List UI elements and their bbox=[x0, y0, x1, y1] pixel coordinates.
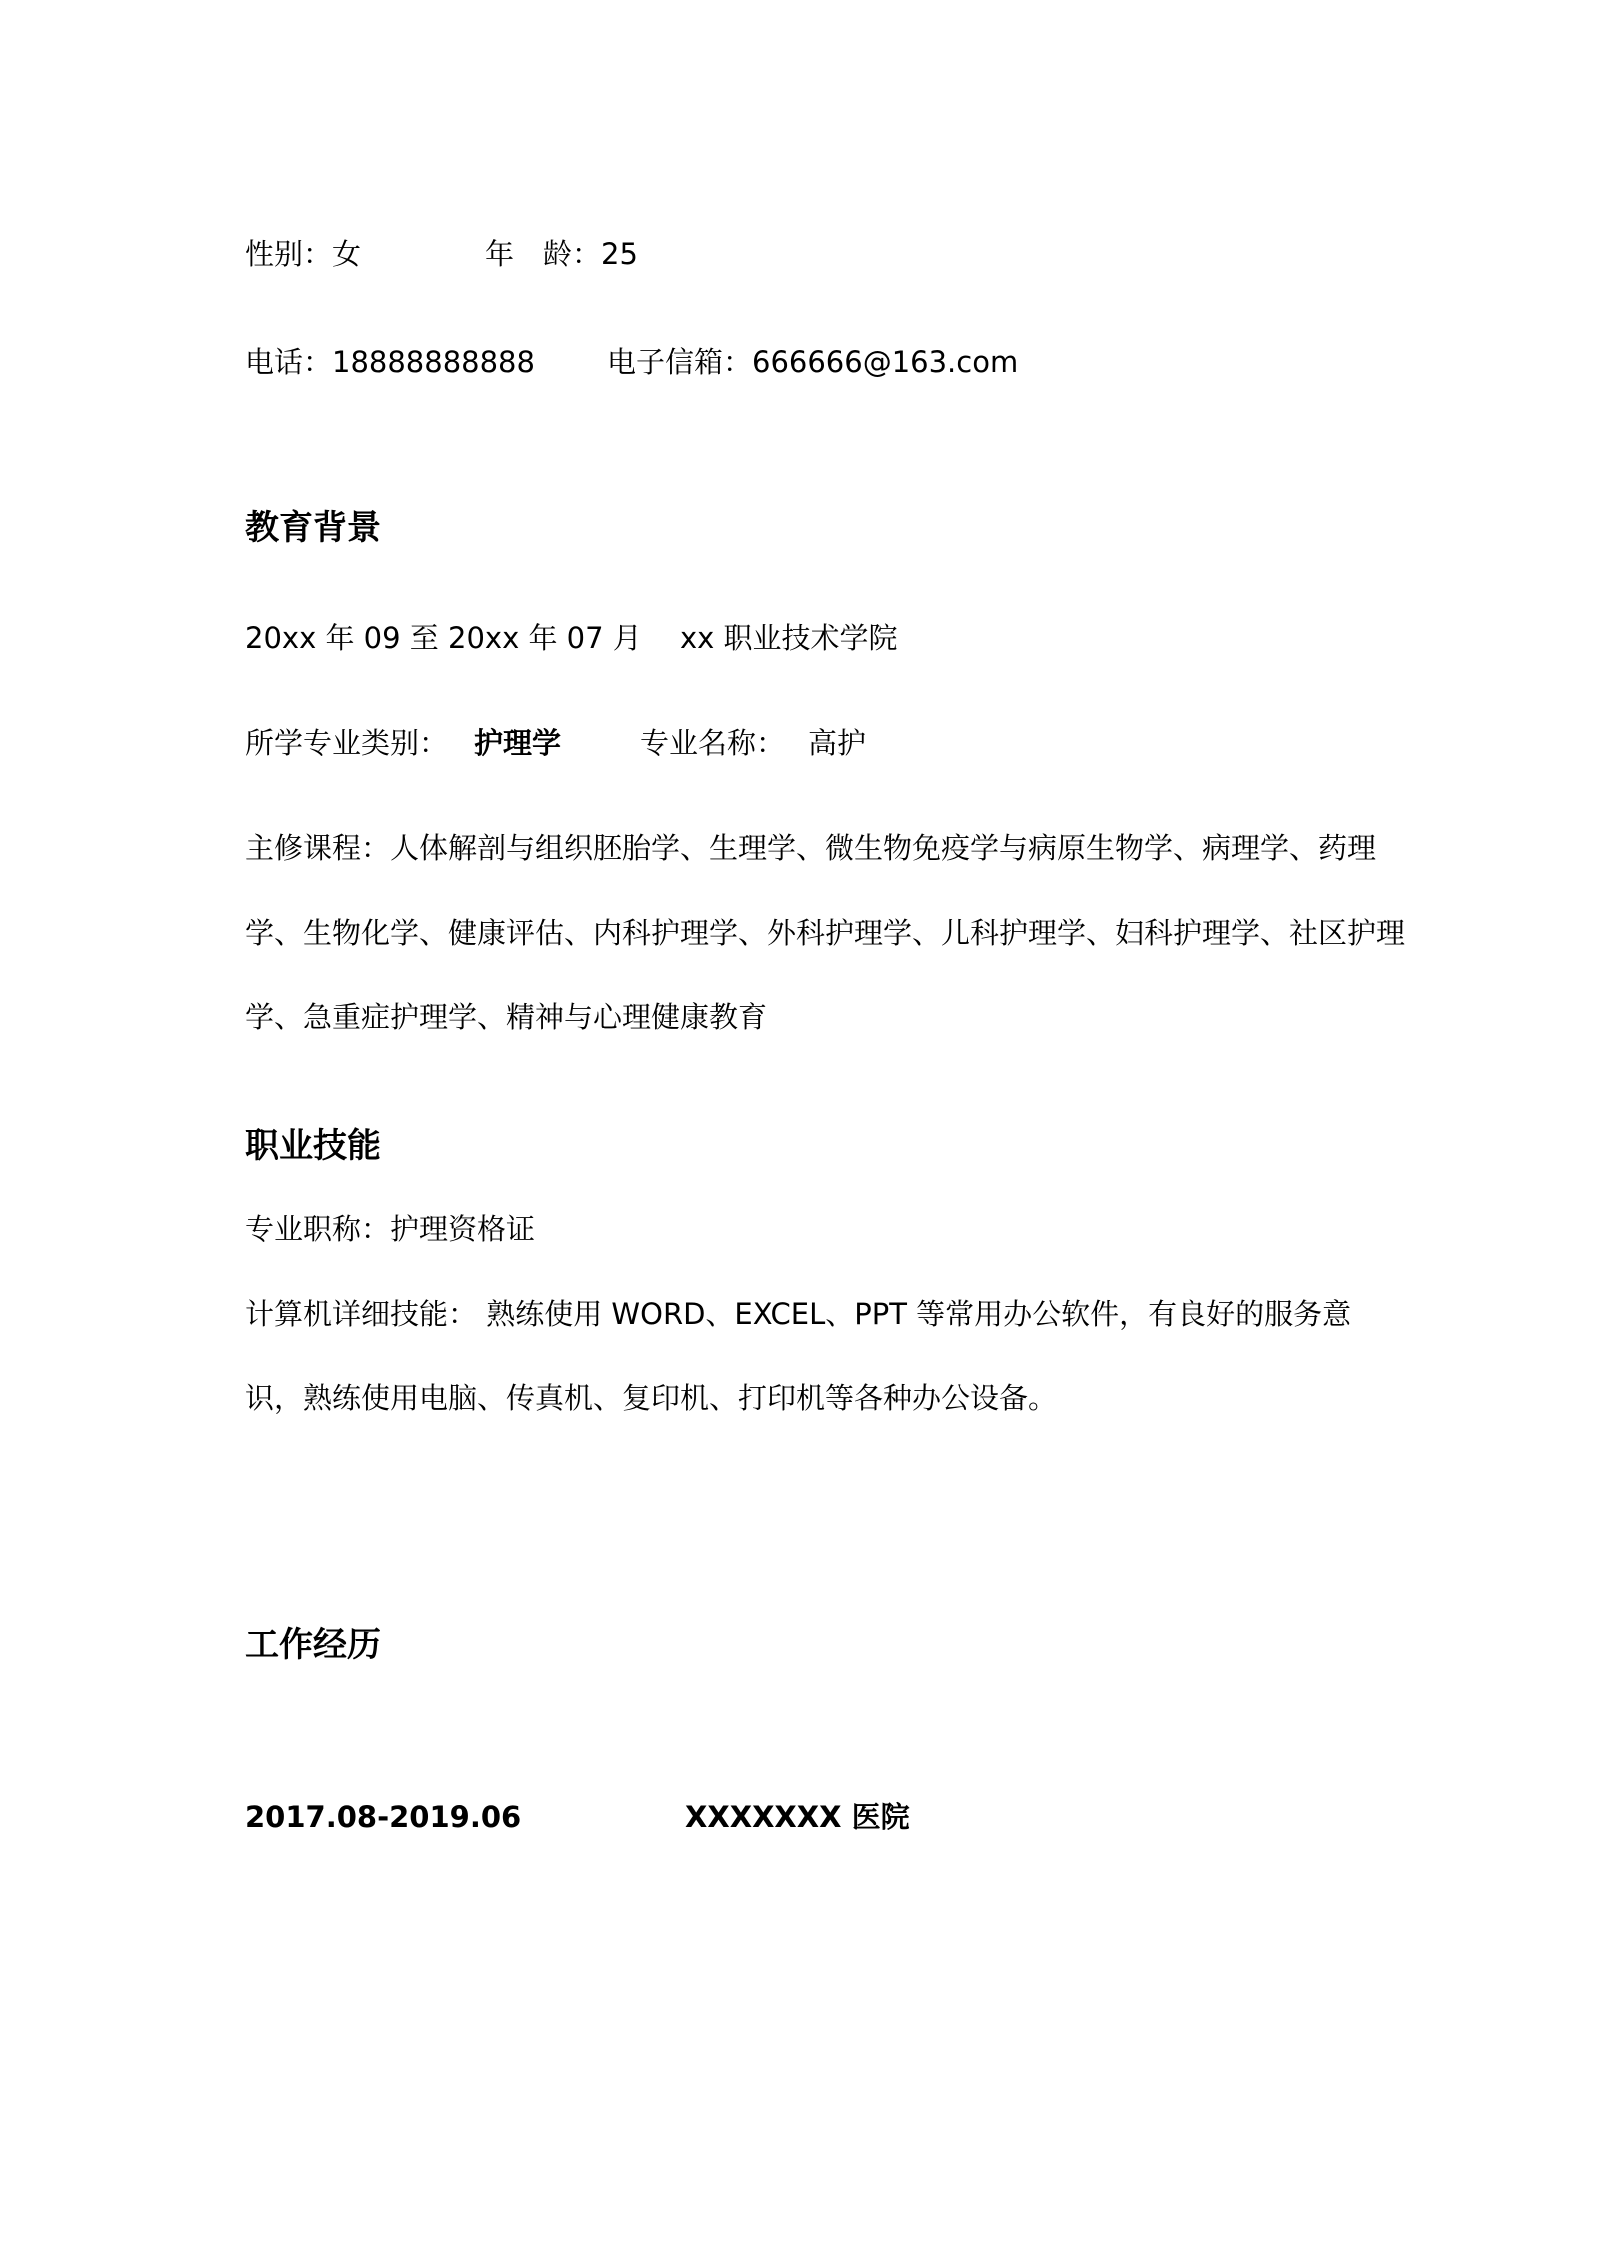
email-text: 电子信箱：666666@163.com bbox=[607, 345, 1019, 379]
personal-row-2 bbox=[245, 342, 1445, 382]
gender-text: 性别：女 bbox=[245, 237, 362, 271]
education-period-school: 20xx 年 09 至 20xx 年 07 月 xx 职业技术学院 bbox=[245, 621, 898, 655]
computer-skills-line-2: 识，熟练使用电脑、传真机、复印机、打印机等各种办公设备。 bbox=[245, 1381, 1058, 1415]
work-period: 2017.08-2019.06 bbox=[245, 1800, 522, 1834]
major-name-value: 高护 bbox=[808, 726, 867, 760]
major-row bbox=[245, 723, 1445, 763]
skills-heading: 职业技能 bbox=[245, 1126, 381, 1166]
major-category-label: 所学专业类别： bbox=[245, 726, 449, 760]
work-heading: 工作经历 bbox=[245, 1625, 381, 1665]
professional-title: 专业职称：护理资格证 bbox=[245, 1212, 536, 1246]
age-text: 年 龄：25 bbox=[485, 237, 638, 271]
personal-row-1 bbox=[245, 234, 1445, 274]
work-employer: XXXXXXX 医院 bbox=[685, 1800, 910, 1834]
courses-line-2: 学、生物化学、健康评估、内科护理学、外科护理学、儿科护理学、妇科护理学、社区护理 bbox=[245, 916, 1406, 950]
courses-line-1: 主修课程：人体解剖与组织胚胎学、生理学、微生物免疫学与病原生物学、病理学、药理 bbox=[245, 831, 1377, 865]
work-entry bbox=[245, 1797, 1445, 1837]
major-category-value: 护理学 bbox=[474, 726, 562, 760]
major-name-label: 专业名称： bbox=[640, 726, 786, 760]
education-heading: 教育背景 bbox=[245, 508, 381, 548]
courses-line-3: 学、急重症护理学、精神与心理健康教育 bbox=[245, 1000, 768, 1034]
computer-skills-line-1: 计算机详细技能： 熟练使用 WORD、EXCEL、PPT 等常用办公软件，有良好的服务意 bbox=[245, 1297, 1352, 1331]
phone-text: 电话：18888888888 bbox=[245, 345, 535, 379]
